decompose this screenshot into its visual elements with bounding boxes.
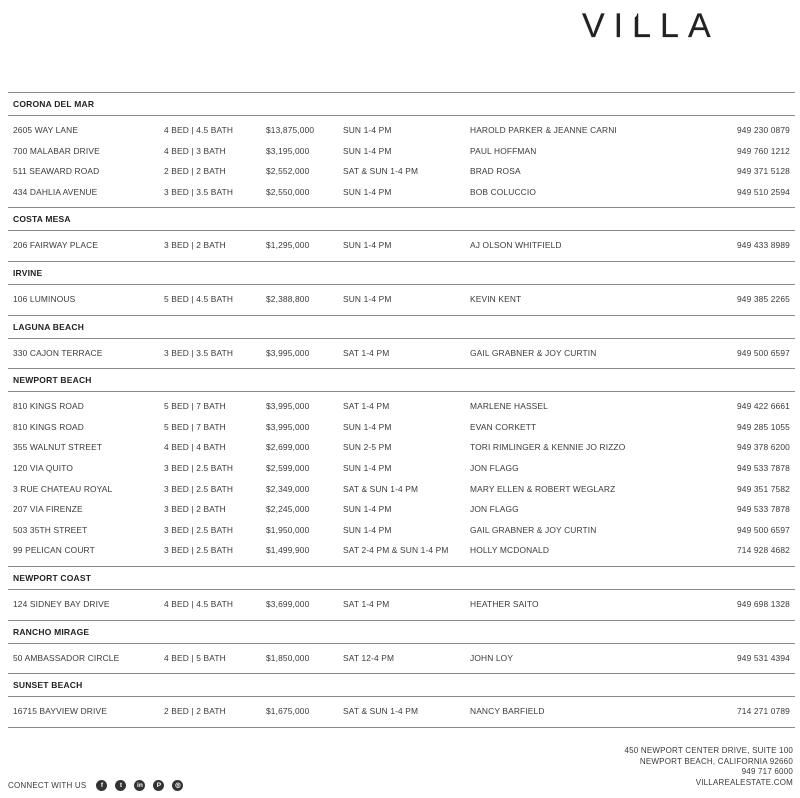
listing-agent: KEVIN KENT bbox=[470, 293, 522, 304]
section-title: SUNSET BEACH bbox=[8, 674, 795, 697]
listing-agent: HAROLD PARKER & JEANNE CARNI bbox=[470, 125, 617, 135]
listing-price: $2,699,000 bbox=[266, 442, 310, 453]
listing-address: 207 VIA FIRENZE bbox=[13, 504, 83, 515]
listing-price: $3,995,000 bbox=[266, 421, 310, 432]
listing-agent: MARY ELLEN & ROBERT WEGLARZ bbox=[470, 483, 616, 494]
villa-logo[interactable] bbox=[582, 4, 792, 44]
listing-agent: MARLENE HASSEL bbox=[470, 401, 548, 412]
villa-logo-mark bbox=[582, 4, 792, 44]
listing-open-house-time: SUN 1-4 PM bbox=[343, 504, 392, 515]
listing-row[interactable] bbox=[8, 289, 795, 310]
listing-beds-baths: 2 BED | 2 BATH bbox=[164, 706, 226, 717]
listing-agent-phone[interactable]: 949 500 6597 bbox=[736, 524, 790, 535]
listing-row[interactable] bbox=[8, 235, 795, 256]
listing-open-house-time: SUN 1-4 PM bbox=[343, 293, 392, 304]
listing-address: 2605 WAY LANE bbox=[13, 125, 79, 135]
listing-row[interactable] bbox=[8, 161, 795, 182]
listing-row[interactable] bbox=[8, 343, 795, 364]
listing-open-house-time: SUN 1-4 PM bbox=[343, 125, 392, 135]
listing-price: $3,995,000 bbox=[266, 347, 310, 358]
listing-open-house-time: SUN 1-4 PM bbox=[343, 421, 392, 432]
listing-agent: BRAD ROSA bbox=[470, 166, 521, 177]
section-title: RANCHO MIRAGE bbox=[8, 621, 795, 644]
listing-agent: GAIL GRABNER & JOY CURTIN bbox=[470, 347, 597, 358]
listing-price: $3,699,000 bbox=[266, 598, 310, 609]
connect-label: CONNECT WITH US bbox=[8, 780, 87, 790]
section-title: NEWPORT COAST bbox=[8, 567, 795, 590]
social-icons bbox=[96, 780, 191, 791]
section-rows bbox=[8, 697, 795, 727]
listing-agent: AJ OLSON WHITFIELD bbox=[470, 240, 562, 251]
listing-agent: JOHN LOY bbox=[470, 652, 514, 663]
listing-address: 50 AMBASSADOR CIRCLE bbox=[13, 652, 120, 663]
connect-with-us bbox=[8, 779, 191, 791]
office-phone[interactable]: 949 717 6000 bbox=[741, 767, 793, 776]
listing-open-house-time: SAT 12-4 PM bbox=[343, 652, 395, 663]
listing-price: $13,875,000 bbox=[266, 125, 315, 135]
facebook-icon[interactable]: f bbox=[96, 780, 107, 791]
listing-agent-phone[interactable]: 949 533 7878 bbox=[736, 504, 790, 515]
listing-row[interactable] bbox=[8, 141, 795, 162]
listing-address: 355 WALNUT STREET bbox=[13, 442, 103, 453]
listing-price: $1,950,000 bbox=[266, 524, 310, 535]
listing-agent-phone[interactable]: 949 378 6200 bbox=[736, 442, 790, 453]
listing-open-house-time: SAT 1-4 PM bbox=[343, 598, 390, 609]
listing-address: 124 SIDNEY BAY DRIVE bbox=[13, 598, 110, 609]
listing-beds-baths: 3 BED | 2.5 BATH bbox=[164, 545, 234, 556]
listing-row[interactable] bbox=[8, 648, 795, 669]
listing-address: 206 FAIRWAY PLACE bbox=[13, 240, 99, 251]
listing-price: $2,245,000 bbox=[266, 504, 310, 515]
listing-row[interactable] bbox=[8, 396, 795, 417]
section-laguna-beach bbox=[8, 315, 795, 369]
listing-agent: HOLLY MCDONALD bbox=[470, 545, 550, 556]
listing-agent: EVAN CORKETT bbox=[470, 421, 537, 432]
listing-beds-baths: 5 BED | 7 BATH bbox=[164, 401, 226, 412]
listing-row[interactable] bbox=[8, 701, 795, 722]
listing-agent-phone[interactable]: 949 531 4394 bbox=[736, 652, 790, 663]
listing-agent: HEATHER SAITO bbox=[470, 598, 539, 609]
listing-agent-phone[interactable]: 714 928 4682 bbox=[736, 545, 790, 556]
listing-row[interactable] bbox=[8, 479, 795, 500]
section-rows bbox=[8, 285, 795, 315]
listing-agent-phone[interactable]: 949 760 1212 bbox=[736, 145, 790, 156]
listing-agent: TORI RIMLINGER & KENNIE JO RIZZO bbox=[470, 442, 626, 453]
section-title: LAGUNA BEACH bbox=[8, 316, 795, 339]
listing-open-house-time: SUN 1-4 PM bbox=[343, 524, 392, 535]
listing-open-house-time: SUN 2-5 PM bbox=[343, 442, 392, 453]
listing-price: $3,995,000 bbox=[266, 401, 310, 412]
section-rows bbox=[8, 116, 795, 207]
listing-price: $1,499,900 bbox=[266, 545, 310, 556]
listing-agent-phone[interactable]: 949 371 5128 bbox=[736, 166, 790, 177]
listing-open-house-time: SAT & SUN 1-4 PM bbox=[343, 483, 419, 494]
listing-agent-phone[interactable]: 949 422 6661 bbox=[736, 401, 790, 412]
listing-price: $2,349,000 bbox=[266, 483, 310, 494]
listing-address: 16715 BAYVIEW DRIVE bbox=[13, 706, 107, 717]
section-rows bbox=[8, 231, 795, 261]
listing-agent-phone[interactable]: 949 351 7582 bbox=[736, 483, 790, 494]
listing-open-house-time: SUN 1-4 PM bbox=[343, 145, 392, 156]
section-title: IRVINE bbox=[8, 262, 795, 285]
listing-address: 503 35TH STREET bbox=[13, 524, 88, 535]
listing-agent-phone[interactable]: 949 230 0879 bbox=[736, 125, 790, 135]
listing-open-house-time: SAT & SUN 1-4 PM bbox=[343, 706, 419, 717]
listing-agent-phone[interactable]: 949 698 1328 bbox=[736, 598, 790, 609]
listing-row[interactable] bbox=[8, 499, 795, 520]
listing-beds-baths: 4 BED | 5 BATH bbox=[164, 652, 226, 663]
listing-beds-baths: 3 BED | 2 BATH bbox=[164, 504, 226, 515]
listing-open-house-time: SAT & SUN 1-4 PM bbox=[343, 166, 419, 177]
listing-row[interactable] bbox=[8, 540, 795, 561]
listing-agent-phone[interactable]: 949 285 1055 bbox=[736, 421, 790, 432]
listing-beds-baths: 4 BED | 4.5 BATH bbox=[164, 125, 234, 135]
address-line-2: NEWPORT BEACH, CALIFORNIA 92660 bbox=[639, 756, 793, 766]
listing-agent: JON FLAGG bbox=[470, 462, 519, 473]
listing-beds-baths: 3 BED | 2.5 BATH bbox=[164, 524, 234, 535]
listing-price: $1,295,000 bbox=[266, 240, 310, 251]
listing-beds-baths: 4 BED | 4 BATH bbox=[164, 442, 226, 453]
listing-agent-phone[interactable]: 949 510 2594 bbox=[736, 186, 790, 197]
listing-row[interactable] bbox=[8, 437, 795, 458]
listing-address: 700 MALABAR DRIVE bbox=[13, 145, 100, 156]
instagram-icon[interactable]: ◎ bbox=[172, 780, 183, 791]
listing-agent-phone[interactable]: 714 271 0789 bbox=[736, 706, 790, 717]
listing-agent: PAUL HOFFMAN bbox=[470, 145, 537, 156]
listing-beds-baths: 3 BED | 2 BATH bbox=[164, 240, 226, 251]
section-newport-coast bbox=[8, 566, 795, 620]
listing-row[interactable] bbox=[8, 458, 795, 479]
section-irvine bbox=[8, 261, 795, 315]
listing-agent-phone[interactable]: 949 533 7878 bbox=[736, 462, 790, 473]
section-rows bbox=[8, 339, 795, 369]
listing-beds-baths: 3 BED | 2.5 BATH bbox=[164, 483, 234, 494]
listing-open-house-time: SAT 1-4 PM bbox=[343, 401, 390, 412]
listing-open-house-time: SAT 1-4 PM bbox=[343, 347, 390, 358]
section-costa-mesa bbox=[8, 207, 795, 261]
listing-address: 99 PELICAN COURT bbox=[13, 545, 95, 556]
listing-address: 511 SEAWARD ROAD bbox=[13, 166, 100, 177]
listing-agent-phone[interactable]: 949 385 2265 bbox=[736, 293, 790, 304]
listing-beds-baths: 2 BED | 2 BATH bbox=[164, 166, 226, 177]
listing-agent-phone[interactable]: 949 433 8989 bbox=[736, 240, 790, 251]
listing-agent: NANCY BARFIELD bbox=[470, 706, 545, 717]
listing-price: $2,552,000 bbox=[266, 166, 310, 177]
section-corona-del-mar bbox=[8, 92, 795, 207]
listing-row[interactable] bbox=[8, 594, 795, 615]
listing-address: 434 DAHLIA AVENUE bbox=[13, 186, 98, 197]
listing-price: $2,388,800 bbox=[266, 293, 310, 304]
listing-beds-baths: 4 BED | 3 BATH bbox=[164, 145, 226, 156]
open-house-listings bbox=[8, 92, 795, 728]
logo-wordmark: VILLA bbox=[582, 7, 720, 44]
listing-beds-baths: 3 BED | 2.5 BATH bbox=[164, 462, 234, 473]
listing-beds-baths: 4 BED | 4.5 BATH bbox=[164, 598, 234, 609]
listing-row[interactable] bbox=[8, 182, 795, 203]
listing-price: $2,599,000 bbox=[266, 462, 310, 473]
listing-price: $1,850,000 bbox=[266, 652, 310, 663]
section-title: CORONA DEL MAR bbox=[8, 93, 795, 116]
twitter-icon[interactable]: t bbox=[115, 780, 126, 791]
section-rows bbox=[8, 392, 795, 566]
listing-agent: BOB COLUCCIO bbox=[470, 186, 537, 197]
listing-agent-phone[interactable]: 949 500 6597 bbox=[736, 347, 790, 358]
listing-address: 810 KINGS ROAD bbox=[13, 401, 84, 412]
listing-price: $2,550,000 bbox=[266, 186, 310, 197]
listing-price: $1,675,000 bbox=[266, 706, 310, 717]
linkedin-icon[interactable]: in bbox=[134, 780, 145, 791]
listing-beds-baths: 5 BED | 7 BATH bbox=[164, 421, 226, 432]
listing-price: $3,195,000 bbox=[266, 145, 310, 156]
listing-beds-baths: 3 BED | 3.5 BATH bbox=[164, 347, 234, 358]
office-address bbox=[624, 746, 793, 788]
listing-agent: JON FLAGG bbox=[470, 504, 519, 515]
listing-address: 330 CAJON TERRACE bbox=[13, 347, 103, 358]
section-title: COSTA MESA bbox=[8, 208, 795, 231]
website-link[interactable]: VILLAREALESTATE.COM bbox=[695, 777, 793, 787]
listing-open-house-time: SUN 1-4 PM bbox=[343, 462, 392, 473]
section-sunset-beach bbox=[8, 673, 795, 728]
section-title: NEWPORT BEACH bbox=[8, 369, 795, 392]
listing-open-house-time: SAT 2-4 PM & SUN 1-4 PM bbox=[343, 545, 449, 556]
address-line-1: 450 NEWPORT CENTER DRIVE, SUITE 100 bbox=[624, 746, 793, 755]
pinterest-icon[interactable]: P bbox=[153, 780, 164, 791]
section-newport-beach bbox=[8, 368, 795, 566]
listing-address: 106 LUMINOUS bbox=[13, 293, 76, 304]
listing-row[interactable] bbox=[8, 417, 795, 438]
listing-row[interactable] bbox=[8, 520, 795, 541]
listing-row[interactable] bbox=[8, 120, 795, 141]
listing-address: 810 KINGS ROAD bbox=[13, 421, 84, 432]
listing-open-house-time: SUN 1-4 PM bbox=[343, 186, 392, 197]
listing-open-house-time: SUN 1-4 PM bbox=[343, 240, 392, 251]
listing-beds-baths: 3 BED | 3.5 BATH bbox=[164, 186, 234, 197]
section-rows bbox=[8, 590, 795, 620]
listing-address: 120 VIA QUITO bbox=[13, 462, 73, 473]
section-rancho-mirage bbox=[8, 620, 795, 674]
section-rows bbox=[8, 644, 795, 674]
listing-agent: GAIL GRABNER & JOY CURTIN bbox=[470, 524, 597, 535]
listing-beds-baths: 5 BED | 4.5 BATH bbox=[164, 293, 234, 304]
listing-address: 3 RUE CHATEAU ROYAL bbox=[13, 483, 113, 494]
